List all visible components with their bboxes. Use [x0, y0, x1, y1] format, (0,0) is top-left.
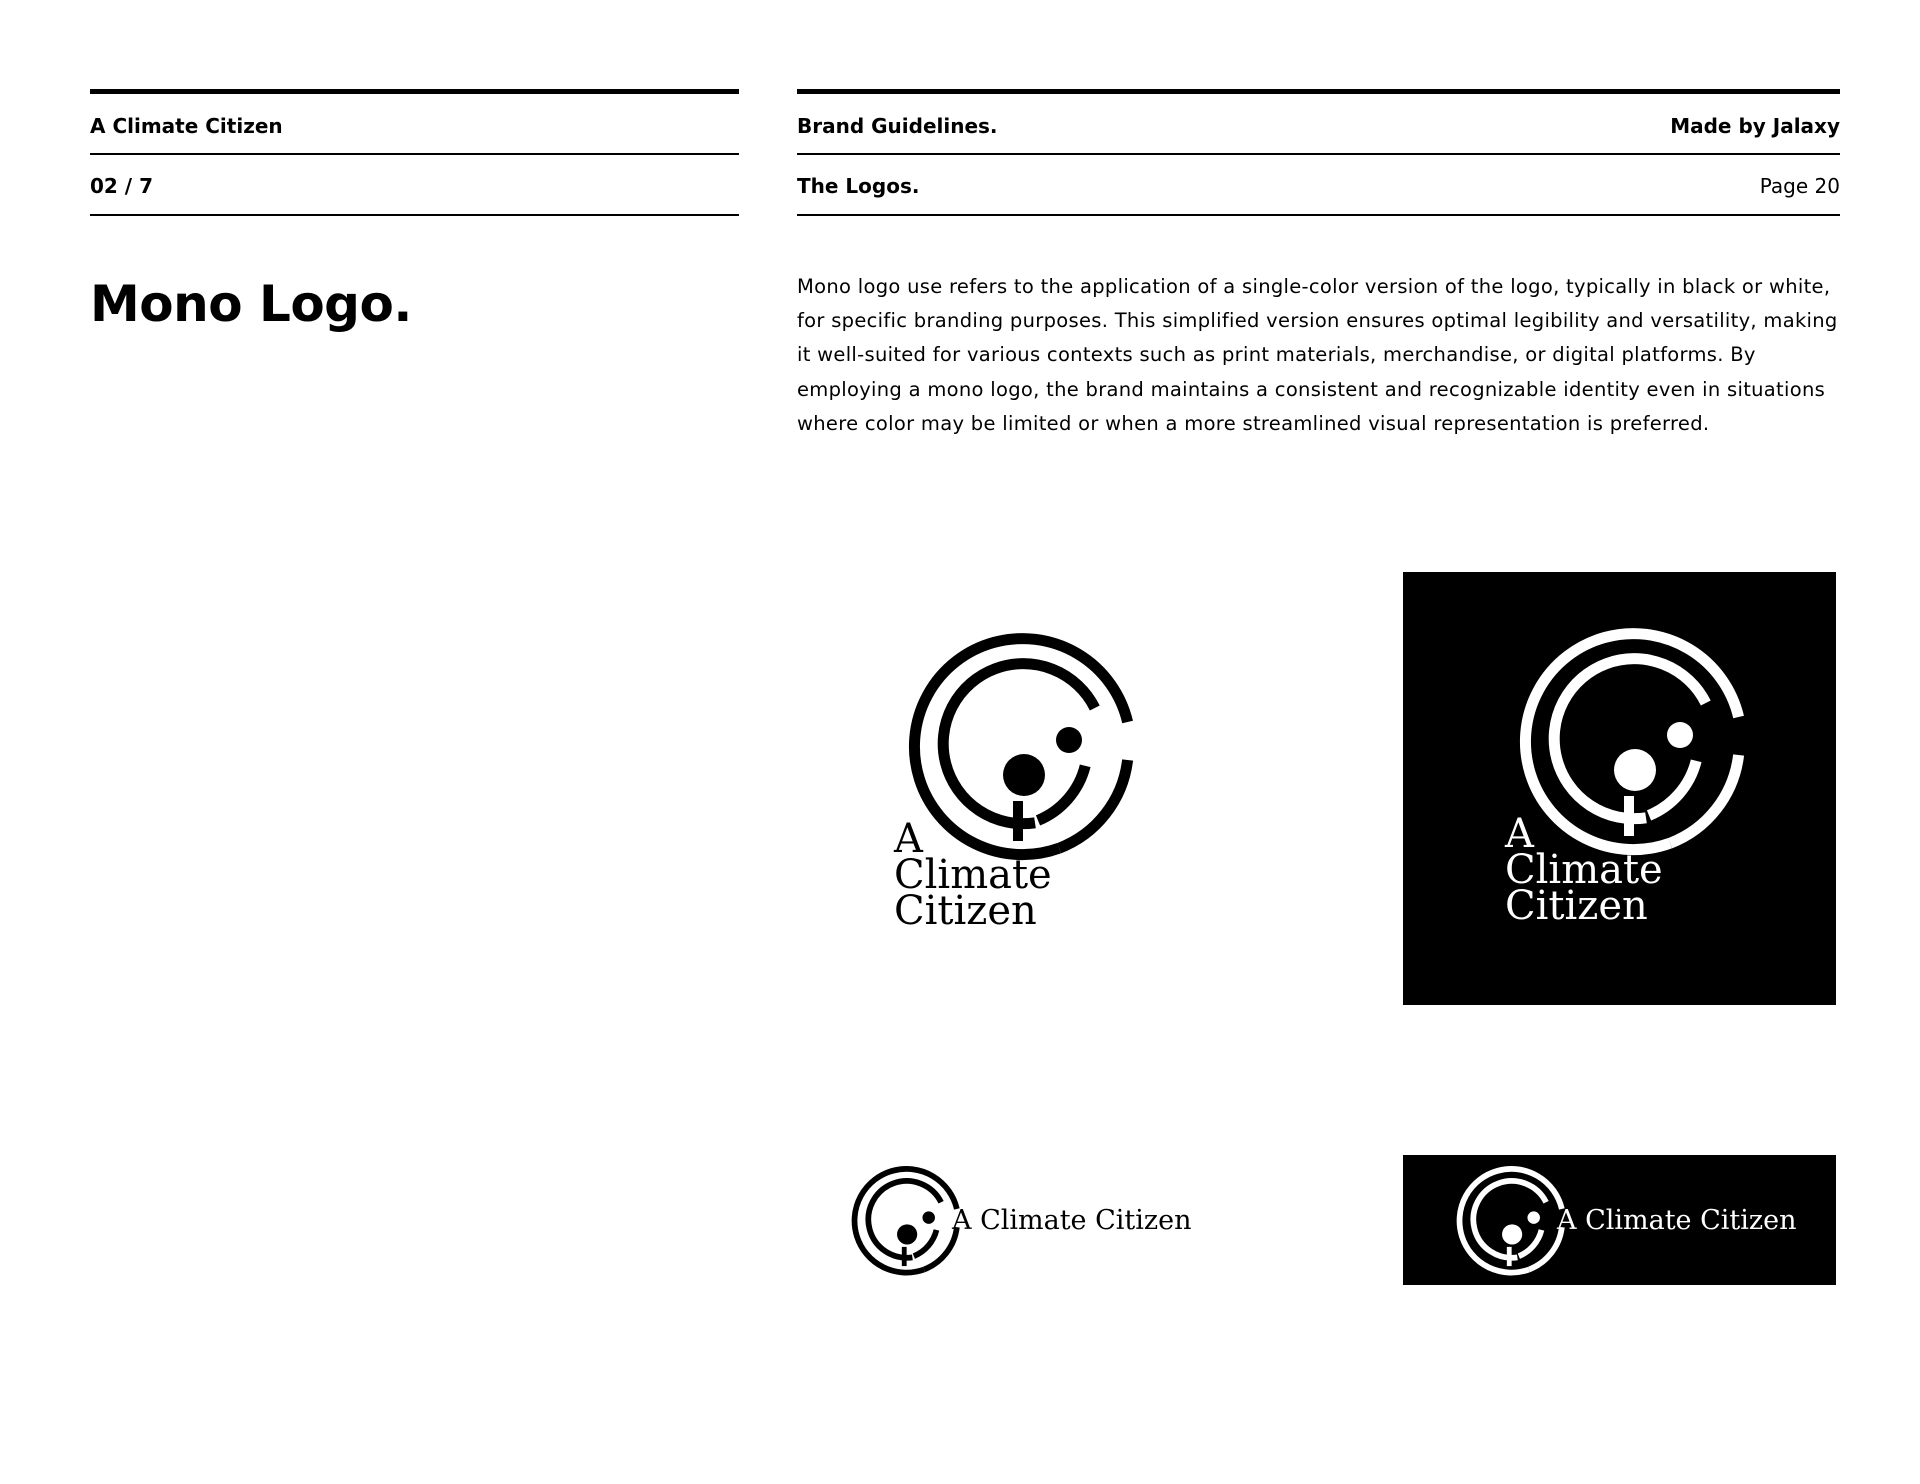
author: Made by Jalaxy [1670, 114, 1840, 138]
climate-citizen-mark-icon [836, 1160, 1216, 1280]
section-index: 02 / 7 [90, 174, 153, 198]
wordmark-line3: Citizen [1505, 883, 1648, 929]
header-rule-left-top [90, 89, 739, 94]
logo-stacked-black [880, 620, 1170, 940]
logo-stacked-white [1403, 572, 1836, 1005]
wordmark-line3: Citizen [894, 888, 1037, 934]
description-paragraph: Mono logo use refers to the application of a single-color version of the logo, typically in black or white, for specific branding purposes. This simplified version ensures optimal legibility and versatility, making it well-suited for various contexts such as print materials, merchandise, or digital platforms. By employing a mono logo, the brand maintains a consistent and recognizable identity even in situations where color may be limited or when a more streamlined visual representation is preferred. [797, 275, 1838, 435]
climate-citizen-mark-icon [1403, 1155, 1836, 1285]
brand-name: A Climate Citizen [90, 114, 283, 138]
header-rule-left-bottom [90, 214, 739, 216]
section-name: The Logos. [797, 174, 920, 198]
header-rule-right-bottom [797, 214, 1840, 216]
wordmark-line1: A [894, 816, 923, 862]
climate-citizen-mark-icon [1403, 572, 1836, 1005]
logo-horizontal-black [836, 1160, 1216, 1280]
wordmark-horizontal: A Climate Citizen [952, 1205, 1192, 1236]
wordmark-line2: Climate [894, 852, 1052, 898]
header-rule-right-mid [797, 153, 1840, 155]
page-label: Page 20 [1759, 174, 1840, 198]
wordmark-horizontal: A Climate Citizen [1557, 1205, 1797, 1236]
climate-citizen-mark-icon [880, 620, 1170, 940]
page-title: Mono Logo. [90, 275, 412, 333]
wordmark-line2: Climate [1505, 847, 1663, 893]
doc-title: Brand Guidelines. [797, 114, 998, 138]
header-rule-right-top [797, 89, 1840, 94]
logo-horizontal-white [1403, 1155, 1836, 1285]
header-rule-left-mid [90, 153, 739, 155]
wordmark-line1: A [1505, 811, 1534, 857]
